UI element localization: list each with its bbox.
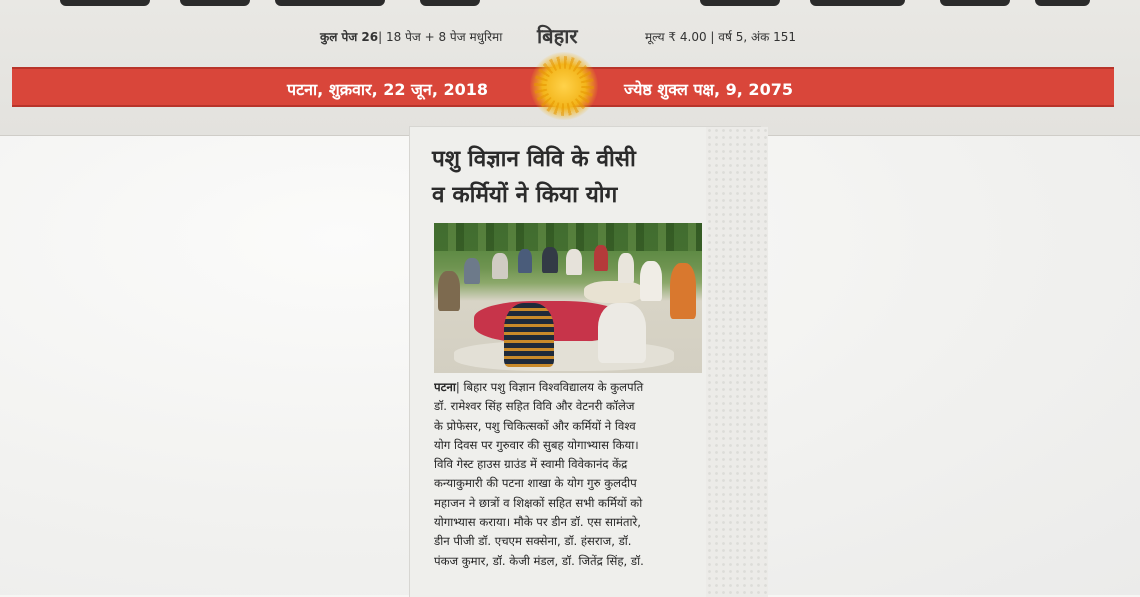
hindu-calendar-date: ज्येष्ठ शुक्ल पक्ष, 9, 2075 (624, 80, 793, 99)
news-clipping (410, 127, 760, 597)
sun-emblem (530, 52, 598, 120)
headline-line-2: व कर्मियों ने किया योग (432, 182, 618, 208)
price-info: मूल्य ₹ 4.00 | वर्ष 5, अंक 151 (645, 30, 797, 44)
article-body (434, 378, 706, 571)
article-dateline: पटना (434, 380, 456, 394)
publication-date: पटना, शुक्रवार, 22 जून, 2018 (287, 80, 488, 99)
article-line: योग दिवस पर गुरुवार की सुबह योगाभ्यास किया। (434, 437, 639, 452)
masthead-info-line (0, 22, 1140, 48)
article-line: कन्याकुमारी की पटना शाखा के योग गुरु कुलदीप (434, 476, 637, 491)
headline-line-1: पशु विज्ञान विवि के वीसी (432, 146, 636, 172)
article-line: पंकज कुमार, डॉ. केजी मंडल, डॉ. जितेंद्र सिंह, डॉ. (434, 553, 644, 568)
edition-name: बिहार (537, 24, 578, 48)
newspaper-masthead (0, 0, 1140, 136)
article-line: पटना| बिहार पशु विज्ञान विश्वविद्यालय के कुलपति (434, 380, 644, 394)
page-count: कुल पेज 26| 18 पेज + 8 पेज मधुरिमा (320, 30, 503, 44)
article-line: विवि गेस्ट हाउस ग्राउंड में स्वामी विवेकानंद केंद्र (434, 457, 628, 472)
article-headline (432, 141, 712, 213)
torn-edge (706, 127, 768, 597)
newspaper-logo (60, 0, 1090, 12)
article-line: योगाभ्यास कराया। मौके पर डीन डॉ. एस सामंतारे, (434, 515, 641, 530)
article-line: महाजन ने छात्रों व शिक्षकों सहित सभी कर्मियों को (434, 495, 643, 510)
article-photo (434, 223, 702, 373)
article-line: डीन पीजी डॉ. एचएम सक्सेना, डॉ. हंसराज, डॉ. (434, 534, 632, 549)
article-line: के प्रोफेसर, पशु चिकित्सकों और कर्मियों ने विश्व (434, 418, 636, 433)
article-line: डॉ. रामेश्वर सिंह सहित विवि और वेटनरी कॉलेज (434, 399, 635, 414)
